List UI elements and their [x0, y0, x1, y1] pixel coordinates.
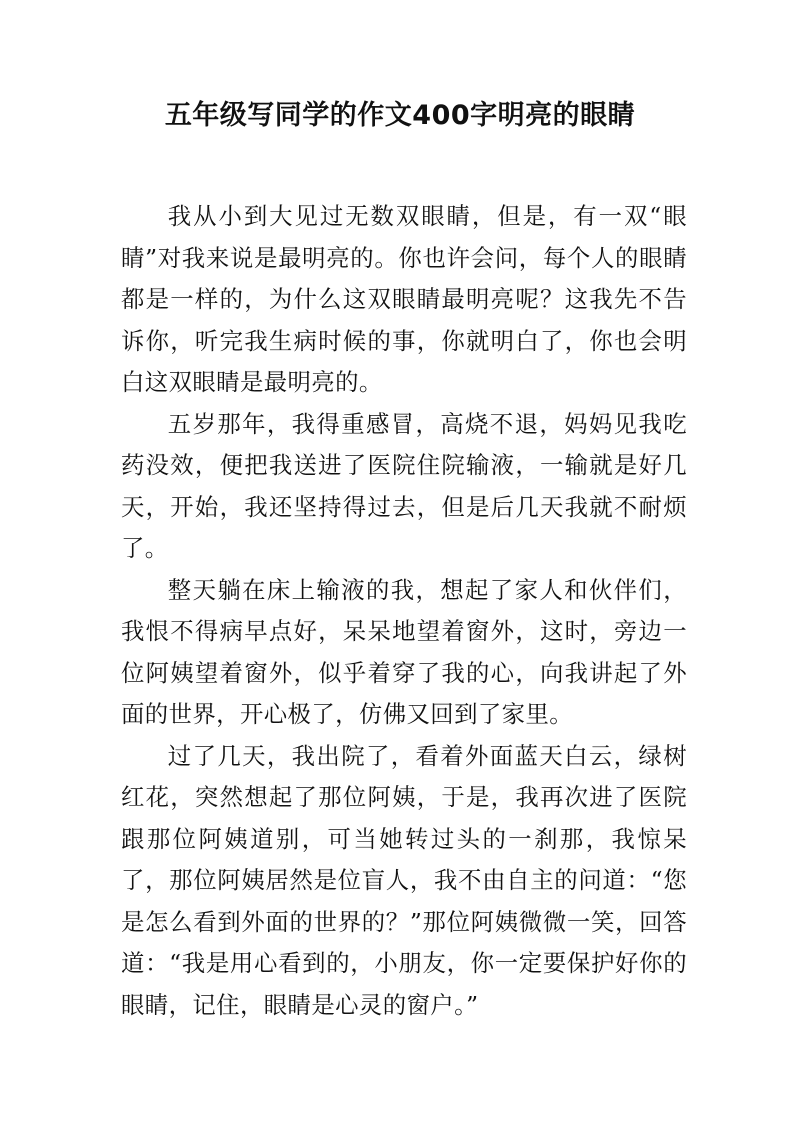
- paragraph-2: 五岁那年，我得重感冒，高烧不退，妈妈见我吃药没效，便把我送进了医院住院输液，一输就是好几天，开始，我还坚持得过去，但是后几天我就不耐烦了。: [121, 409, 687, 562]
- paragraph-1: 我从小到大见过无数双眼睛，但是，有一双“眼睛”对我来说是最明亮的。你也许会问，每个人的眼睛都是一样的，为什么这双眼睛最明亮呢？这我先不告诉你，听完我生病时候的事，你就明白了，你也会明白这双眼睛是最明亮的。: [121, 202, 687, 396]
- paragraph-3: 整天躺在床上输液的我，想起了家人和伙伴们，我恨不得病早点好，呆呆地望着窗外，这时，旁边一位阿姨望着窗外，似乎着穿了我的心，向我讲起了外面的世界，开心极了，仿佛又回到了家里。: [121, 575, 687, 728]
- document-title: 五年级写同学的作文400字明亮的眼睛: [164, 100, 636, 131]
- document-body: [121, 196, 687, 1026]
- paragraph-4: 过了几天，我出院了，看着外面蓝天白云，绿树红花，突然想起了那位阿姨，于是，我再次进了医院跟那位阿姨道别，可当她转过头的一刹那，我惊呆了，那位阿姨居然是位盲人，我不由自主的问道：“您是怎么看到外面的世界的？”那位阿姨微微一笑，回答道：“我是用心看到的，小朋友，你一定要保护好你的眼睛，记住，眼睛是心灵的窗户。”: [121, 741, 687, 1019]
